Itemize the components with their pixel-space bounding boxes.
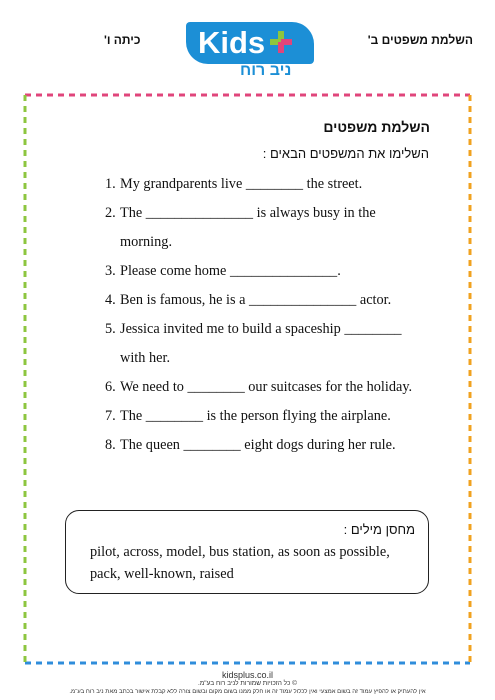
- item-number: 4.: [105, 292, 116, 308]
- item-text: Jessica invited me to build a spaceship ________ with her.: [120, 321, 402, 366]
- class-level-label: כיתה ו': [104, 33, 141, 47]
- item-number: 7.: [105, 408, 116, 424]
- list-item: [60, 431, 420, 460]
- item-number: 5.: [105, 321, 116, 337]
- list-item: [60, 257, 420, 286]
- footer-legal: אין להעתיק או להפיץ עמוד זה בשום אמצעי ואין לכלול עמוד זה או חלק ממנו בשום מקום ובשום צורה ללא קבלת אישור בכתב מאת ניב רוח בע"מ.: [69, 689, 426, 695]
- item-text: My grandparents live ________ the street.: [120, 176, 363, 192]
- logo-subtitle: ניב רוח: [240, 62, 292, 79]
- word-bank-title: מחסן מילים :: [343, 522, 415, 537]
- item-text: We need to ________ our suitcases for the holiday.: [120, 379, 413, 395]
- item-number: 8.: [105, 437, 116, 453]
- list-item: [60, 315, 420, 373]
- footer-copyright: © כל הזכויות שמורות לניב רוח בע"מ.: [198, 680, 297, 687]
- list-item: [60, 199, 420, 257]
- worksheet-header-title: השלמת משפטים ב': [367, 33, 473, 47]
- list-item: [60, 402, 420, 431]
- instructions: השלימו את המשפטים הבאים :: [262, 146, 429, 161]
- item-text: The queen ________ eight dogs during her rule.: [120, 437, 396, 453]
- item-number: 1.: [105, 176, 116, 192]
- logo-text: Kids: [198, 25, 266, 60]
- list-item: [60, 170, 420, 199]
- worksheet-title: השלמת משפטים: [323, 119, 430, 135]
- item-text: Ben is famous, he is a _______________ actor.: [120, 292, 392, 308]
- sentence-list: [60, 170, 420, 460]
- list-item: [60, 286, 420, 315]
- word-bank: [65, 510, 429, 594]
- footer-url: kidsplus.co.il: [221, 670, 274, 680]
- item-text: The _______________ is always busy in the morning.: [120, 205, 376, 250]
- item-text: The ________ is the person flying the airplane.: [120, 408, 391, 424]
- item-text: Please come home _______________.: [120, 263, 341, 279]
- item-number: 3.: [105, 263, 116, 279]
- item-number: 6.: [105, 379, 116, 395]
- word-bank-words: pilot, across, model, bus station, as soon as possible, pack, well-known, raised: [90, 544, 390, 582]
- list-item: [60, 373, 420, 402]
- item-number: 2.: [105, 205, 116, 221]
